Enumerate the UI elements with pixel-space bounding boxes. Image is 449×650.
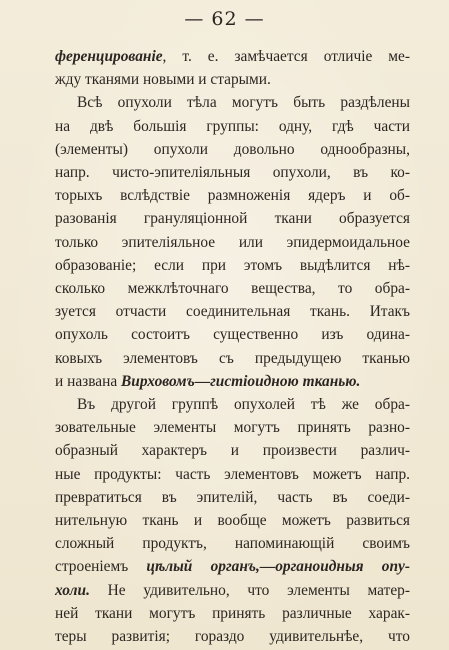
text-line [55,300,410,323]
text-line [55,277,410,300]
text-line [55,323,410,346]
page-number: — 62 — [184,8,265,30]
italic-term: холи. [55,581,90,599]
text-segment: (элементы) опухоли довольно однообразны, [55,140,410,158]
text-line [55,138,410,161]
text-segment: ней ткани могутъ принять различные харак- [55,604,410,622]
text-segment: напр. чисто-эпителіяльныя опухоли, въ ко- [55,164,410,182]
italic-term: Вирховомъ—гистіоидною тканью. [121,372,361,390]
text-line [55,161,410,184]
text-segment: строеніемъ [55,558,147,576]
text-segment: торыхъ вслѣдствіе размноженія ядеръ и об- [55,187,410,205]
italic-term: ференцированіе [55,48,163,65]
text-segment: превратиться въ эпителій, часть въ соеди- [55,488,410,506]
text-segment: только эпителіяльное или эпидермоидальное [55,233,410,251]
body-text [55,45,410,648]
text-line [55,532,410,555]
text-line [55,602,410,625]
text-segment: Въ другой группѣ опухолей тѣ же обра- [77,396,410,414]
text-line [55,509,410,532]
text-line [55,625,410,648]
italic-term: цѣлый органъ,—органоидныя опу- [146,558,410,576]
text-segment: и названа [55,372,122,390]
text-line [55,555,410,578]
text-segment: зовательные элементы могутъ принять разно- [55,419,410,437]
text-line [55,370,410,393]
text-segment: зуется отчасти соединительная ткань. Итакъ [55,303,410,321]
text-segment: , т. е. замѣчается отличіе ме- [162,48,410,65]
text-line [55,184,410,207]
text-line [55,463,410,486]
text-segment: образный характеръ и произвести различ- [55,442,410,460]
text-line [55,416,410,439]
text-line [55,68,410,91]
text-line [55,579,410,602]
text-segment: Всѣ опухоли тѣла могутъ быть раздѣлены [77,94,410,112]
text-segment: образованіе; если при этомъ выдѣлится нѣ- [55,256,410,274]
text-line [55,207,410,230]
text-line [55,393,410,416]
text-line [55,439,410,462]
text-segment: разованія грануляціонной ткани образуется [55,210,410,228]
text-segment: нительную ткань и вообще можетъ развиться [55,512,410,530]
text-line [55,347,410,370]
text-segment: жду тканями новыми и старыми. [55,71,271,89]
text-segment: сложный продуктъ, напоминающій своимъ [55,535,410,553]
text-line [55,231,410,254]
text-line [55,115,410,138]
text-line [55,45,410,68]
text-segment: на двѣ большія группы: одну, гдѣ части [55,117,410,135]
text-segment: Не удивительно, что элементы матер- [89,581,410,599]
text-line [55,486,410,509]
text-segment: сколько межклѣточнаго вещества, то обра- [55,280,410,298]
text-segment: ковыхъ элементовъ съ предыдущею тканью [55,349,410,367]
text-segment: опухоль состоитъ существенно изъ одина- [55,326,410,344]
text-line [55,91,410,114]
text-line [55,254,410,277]
text-segment: теры развитія; гораздо удивительнѣе, что [55,628,410,646]
text-segment: ные продукты: часть элементовъ можетъ напр. [55,465,410,483]
